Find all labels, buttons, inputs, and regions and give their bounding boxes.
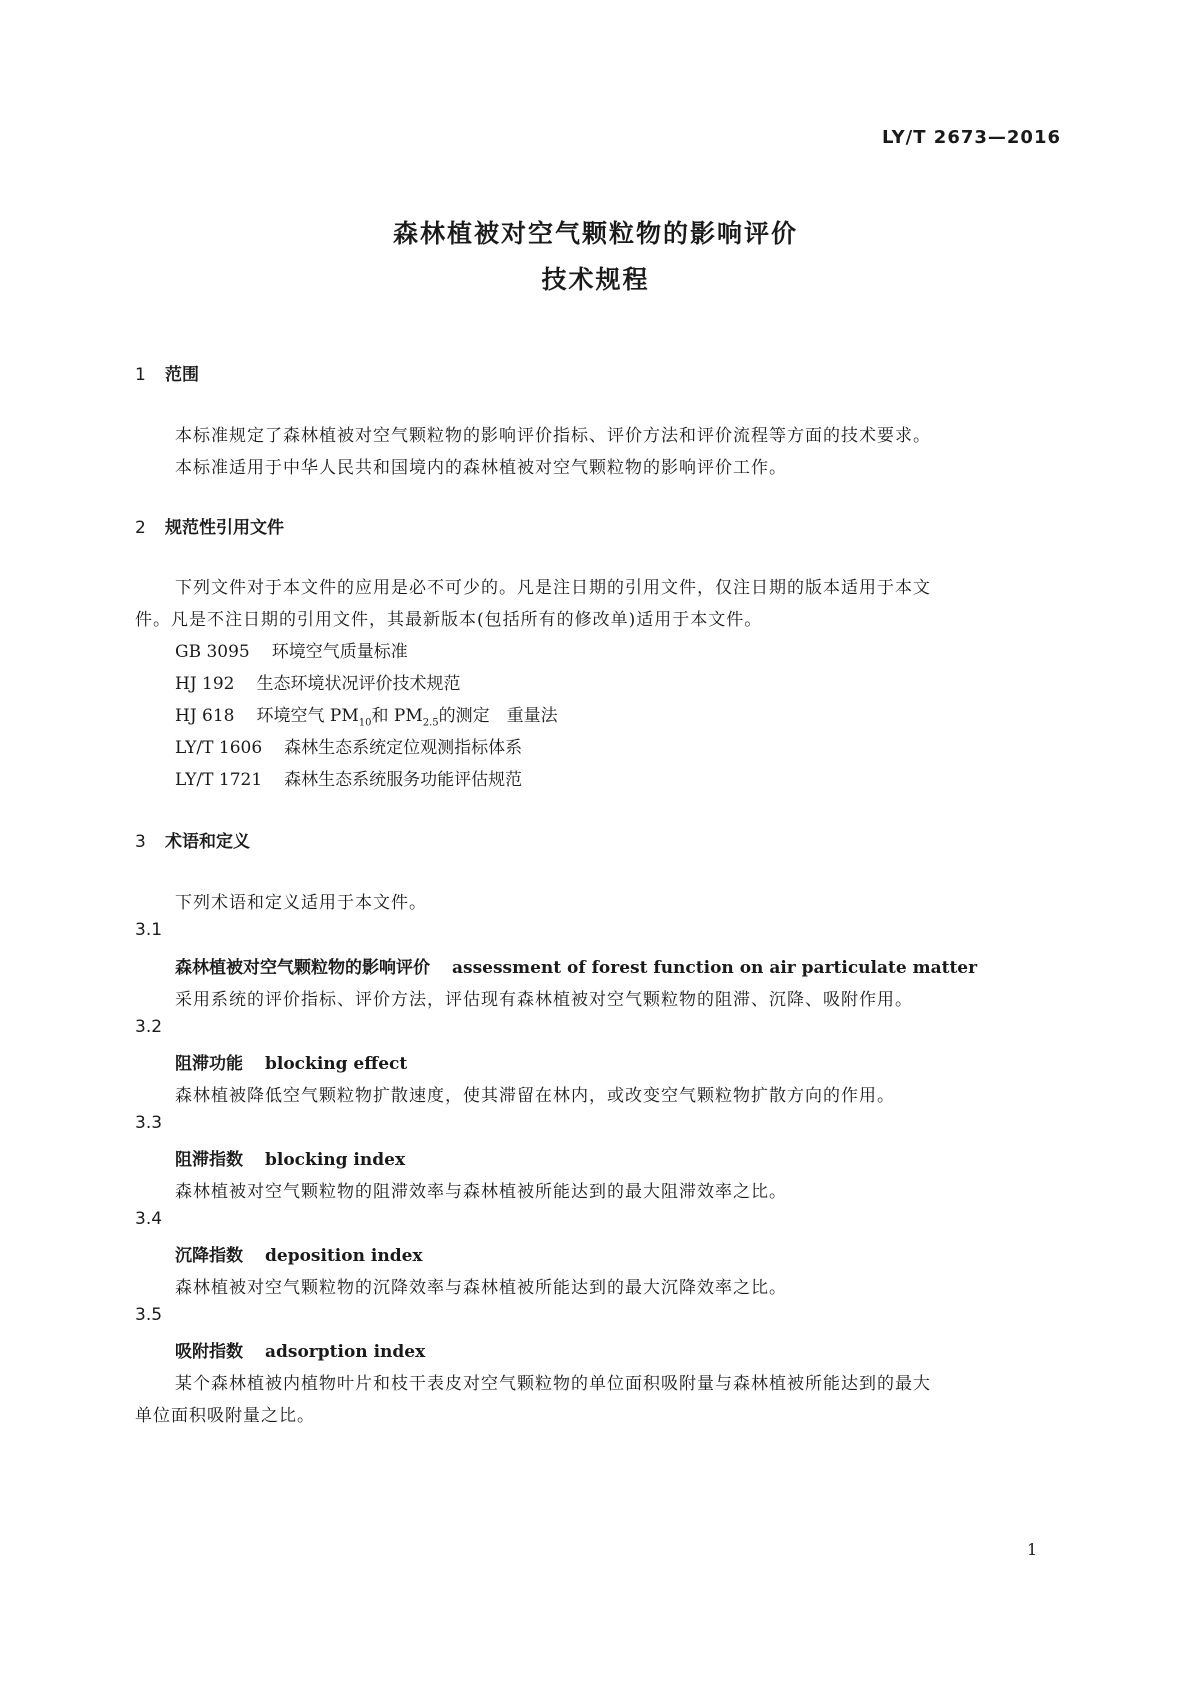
- section-title: 术语和定义: [165, 832, 250, 852]
- normative-reference: [175, 637, 408, 662]
- reference-title: 森林生态系统定位观测指标体系: [284, 738, 523, 758]
- reference-title: 环境空气 $PM_{10}$和 $PM_{2.5}$的测定 重量法: [256, 706, 558, 729]
- normative-reference: [175, 765, 522, 790]
- page-number: 1: [1027, 1540, 1038, 1559]
- document-title-line1: 森林植被对空气颗粒物的影响评价: [392, 219, 798, 248]
- term-definition: 某个森林植被内植物叶片和枝干表皮对空气颗粒物的单位面积吸附量与森林植被所能达到的最大: [175, 1374, 931, 1394]
- term-number: 3.5: [135, 1305, 163, 1325]
- term-name-zh: 森林植被对空气颗粒物的影响评价: [175, 958, 430, 978]
- term-number: 3.4: [135, 1209, 163, 1229]
- term-name-en: blocking index: [265, 1150, 406, 1170]
- section-number: 2: [135, 518, 146, 538]
- reference-code: HJ 192: [175, 674, 235, 694]
- reference-title: 环境空气质量标准: [271, 642, 408, 662]
- term-name: [175, 1049, 407, 1074]
- paragraph: 本标准适用于中华人民共和国境内的森林植被对空气颗粒物的影响评价工作。: [175, 458, 787, 478]
- term-name-zh: 沉降指数: [175, 1246, 243, 1266]
- standard-code: LY/T 2673—2016: [881, 127, 1061, 148]
- term-name: [175, 1241, 423, 1266]
- term-definition: 森林植被降低空气颗粒物扩散速度，使其滞留在林内，或改变空气颗粒物扩散方向的作用。: [175, 1086, 895, 1106]
- reference-code: GB 3095: [175, 642, 250, 662]
- term-name-zh: 阻滞功能: [175, 1054, 243, 1074]
- paragraph: 下列文件对于本文件的应用是必不可少的。凡是注日期的引用文件，仅注日期的版本适用于本文: [175, 578, 931, 598]
- normative-reference: [175, 733, 522, 758]
- reference-code: HJ 618: [175, 706, 235, 726]
- section-number: 3: [135, 832, 146, 852]
- term-name-en: assessment of forest function on air particulate matter: [452, 958, 978, 978]
- reference-title: 生态环境状况评价技术规范: [256, 674, 461, 694]
- term-definition: 采用系统的评价指标、评价方法，评估现有森林植被对空气颗粒物的阻滞、沉降、吸附作用。: [175, 990, 913, 1010]
- normative-reference: [175, 669, 461, 694]
- term-number: 3.1: [135, 920, 163, 940]
- term-definition: 森林植被对空气颗粒物的阻滞效率与森林植被所能达到的最大阻滞效率之比。: [175, 1182, 787, 1202]
- term-definition-continuation: 单位面积吸附量之比。: [135, 1406, 315, 1426]
- section-title: 范围: [165, 365, 199, 385]
- section-2-heading: [135, 513, 284, 538]
- term-name-zh: 吸附指数: [175, 1342, 243, 1362]
- term-name-zh: 阻滞指数: [175, 1150, 243, 1170]
- section-3-heading: [135, 827, 250, 852]
- reference-title: 森林生态系统服务功能评估规范: [284, 770, 523, 790]
- term-name: [175, 1145, 405, 1170]
- section-1-heading: [135, 360, 199, 385]
- section-number: 1: [135, 365, 146, 385]
- term-definition: 森林植被对空气颗粒物的沉降效率与森林植被所能达到的最大沉降效率之比。: [175, 1278, 787, 1298]
- reference-code: LY/T 1606: [175, 738, 263, 758]
- term-name: [175, 1337, 425, 1362]
- term-number: 3.2: [135, 1017, 163, 1037]
- term-name-en: adsorption index: [265, 1342, 426, 1362]
- paragraph: 本标准规定了森林植被对空气颗粒物的影响评价指标、评价方法和评价流程等方面的技术要求。: [175, 426, 931, 446]
- term-number: 3.3: [135, 1113, 163, 1133]
- paragraph-continuation: 件。凡是不注日期的引用文件，其最新版本(包括所有的修改单)适用于本文件。: [135, 610, 763, 630]
- document-title-line2: 技术规程: [541, 265, 650, 294]
- term-name-en: deposition index: [265, 1246, 423, 1266]
- section-title: 规范性引用文件: [165, 518, 284, 538]
- reference-code: LY/T 1721: [175, 770, 263, 790]
- normative-reference: [175, 701, 558, 728]
- term-name: [175, 953, 977, 978]
- paragraph: 下列术语和定义适用于本文件。: [175, 893, 427, 913]
- term-name-en: blocking effect: [265, 1054, 408, 1074]
